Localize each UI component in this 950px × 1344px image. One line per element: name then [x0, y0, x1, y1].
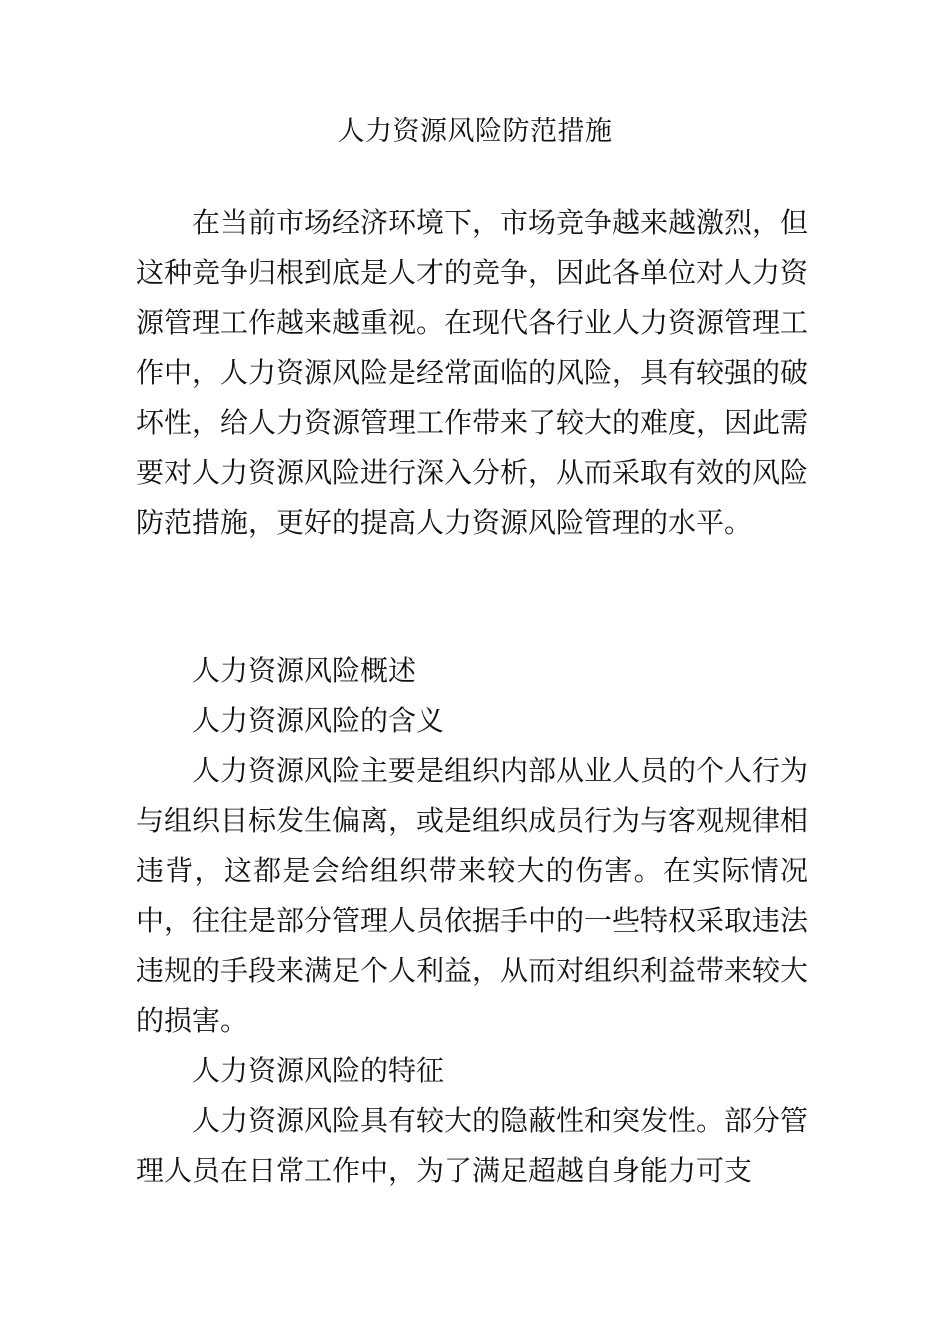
paragraph-features: 人力资源风险具有较大的隐蔽性和突发性。部分管理人员在日常工作中，为了满足超越自身能力可支 — [136, 1104, 809, 1187]
document-title: 人力资源风险防范措施 — [337, 116, 613, 147]
subsection-heading-meaning: 人力资源风险的含义 — [192, 704, 445, 737]
section-heading-overview: 人力资源风险概述 — [192, 654, 417, 687]
subsection-heading-features: 人力资源风险的特征 — [192, 1054, 445, 1087]
intro-paragraph: 在当前市场经济环境下，市场竞争越来越激烈，但这种竞争归根到底是人才的竞争，因此各单位对人力资源管理工作越来越重视。在现代各行业人力资源管理工作中，人力资源风险是经常面临的风险，具有较强的破坏性，给人力资源管理工作带来了较大的难度，因此需要对人力资源风险进行深入分析，从而采取有效的风险防范措施，更好的提高人力资源风险管理的水平。 — [136, 206, 809, 539]
paragraph-meaning: 人力资源风险主要是组织内部从业人员的个人行为与组织目标发生偏离，或是组织成员行为与客观规律相违背，这都是会给组织带来较大的伤害。在实际情况中，往往是部分管理人员依据手中的一些特权采取违法违规的手段来满足个人利益，从而对组织利益带来较大的损害。 — [136, 754, 809, 1037]
